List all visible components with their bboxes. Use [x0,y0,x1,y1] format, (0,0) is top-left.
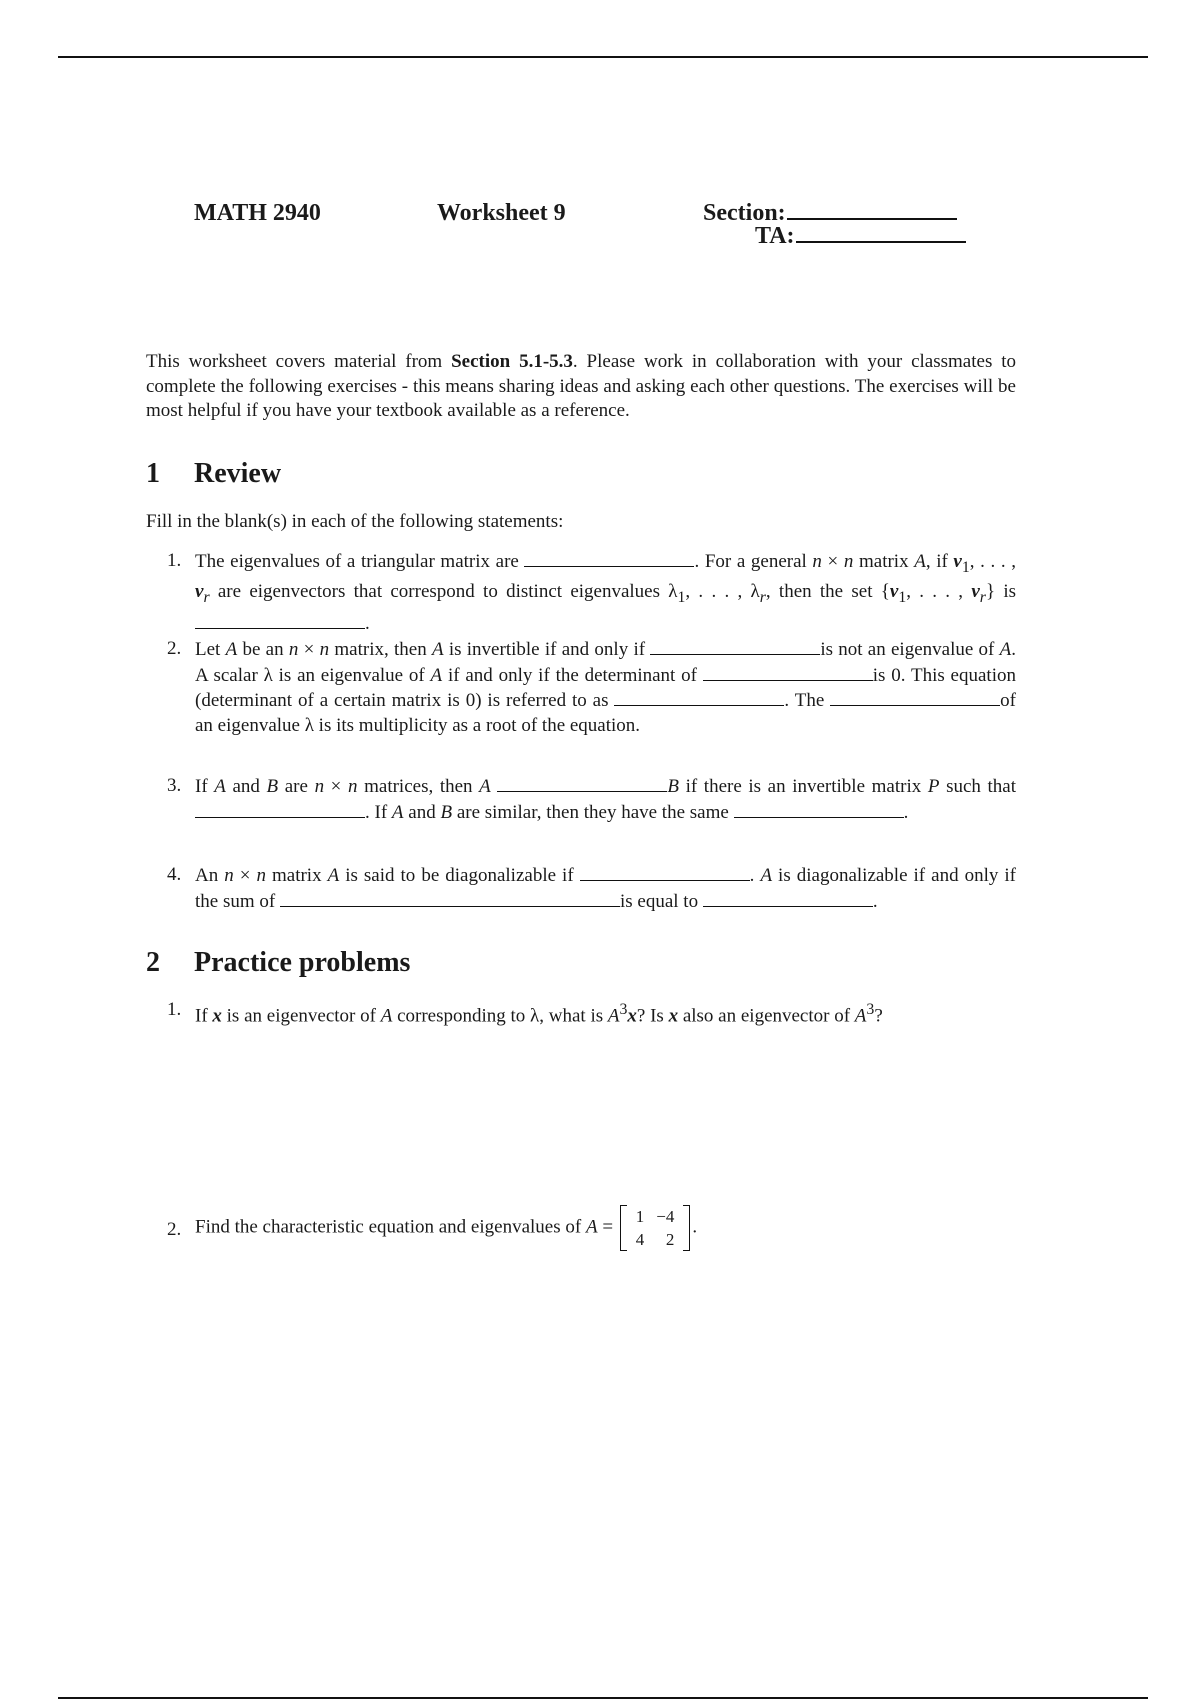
section-title: Practice problems [194,947,411,978]
item-number: 4. [167,864,182,885]
answer-blank[interactable] [703,663,873,681]
answer-blank[interactable] [195,611,365,629]
section-blank[interactable] [787,218,957,220]
item-number: 1. [167,550,182,571]
intro-text-post: . Please work in collaboration with your classmates to complete the following exercises - this means sharing ideas and asking each other questions. The exercises will be most helpful if you have your textbook available as a reference. [146,351,1016,421]
worksheet-title: Worksheet 9 [437,200,566,226]
intro-text-pre: This worksheet covers material from [146,351,452,372]
review-item-2 [167,637,1016,738]
matrix-a [620,1205,691,1251]
section-heading-practice [146,947,410,979]
item-number: 1. [167,999,182,1020]
review-item-4 [167,863,1016,914]
section-label: Section: [703,200,786,226]
item-text: The eigenvalues of a triangular matrix are . For a general n × n matrix A, if $v_1$, . . . , $v_r$ are eigenvectors that correspond to distinct eigenvalues $\lambda_1$, . . . , $\lambda_r$, then the set {$v_1$, . . . , $v_r$} is . [195,551,1017,634]
ta-field [755,224,966,248]
answer-blank[interactable] [524,549,694,567]
item-number: 3. [167,775,182,796]
answer-blank[interactable] [650,637,820,655]
section-field [703,201,957,225]
answer-blank[interactable] [580,863,750,881]
item-number: 2. [167,1219,182,1240]
answer-blank[interactable] [195,800,365,818]
intro-paragraph [146,350,1016,424]
section-number: 1 [146,458,160,489]
item-number: 2. [167,638,182,659]
bottom-rule [58,1697,1148,1699]
answer-blank[interactable] [830,688,1000,706]
item-text: Find the characteristic equation and eigenvalues of A = 1 −4 4 2 . [195,1207,698,1249]
item-text: If A and B are n × n matrices, then A B if there is an invertible matrix P such that . If A and B are similar, then they have the same . [195,776,1016,823]
matrix-cell: −4 [656,1207,675,1226]
item-text: Let A be an n × n matrix, then A is invertible if and only if is not an eigenvalue of A. A scalar λ is an eigenvalue of A if and only if the determinant of is 0. This equation (determinant of a certain matrix is 0) is referred to as . The of an eigenvalue λ is its multiplicity as a root of the equation. [195,639,1017,736]
answer-blank[interactable] [614,688,784,706]
intro-section-ref: Section 5.1-5.3 [451,351,573,372]
answer-blank[interactable] [703,889,873,907]
practice-item-1 [167,998,1016,1029]
matrix-cell: 2 [665,1230,675,1249]
matrix-cell: 1 [635,1207,645,1226]
review-instruction: Fill in the blank(s) in each of the following statements: [146,511,564,532]
section-number: 2 [146,947,160,978]
answer-blank[interactable] [497,774,667,792]
section-title: Review [194,458,282,489]
ta-blank[interactable] [796,241,966,243]
answer-blank[interactable] [280,889,620,907]
item-text: If x is an eigenvector of A corresponding to λ, what is $A^3x$? Is x also an eigenvector of $A^3$? [195,1001,883,1027]
answer-blank[interactable] [734,800,904,818]
matrix-cell: 4 [635,1230,645,1249]
ta-label: TA: [755,223,795,249]
top-rule [58,56,1148,58]
review-item-1 [167,549,1016,636]
course-code: MATH 2940 [194,200,321,226]
practice-item-2 [167,1205,1016,1251]
section-heading-review [146,458,281,490]
item-text: An n × n matrix A is said to be diagonalizable if . A is diagonalizable if and only if the sum of is equal to . [195,865,1016,912]
review-item-3 [167,774,1016,825]
